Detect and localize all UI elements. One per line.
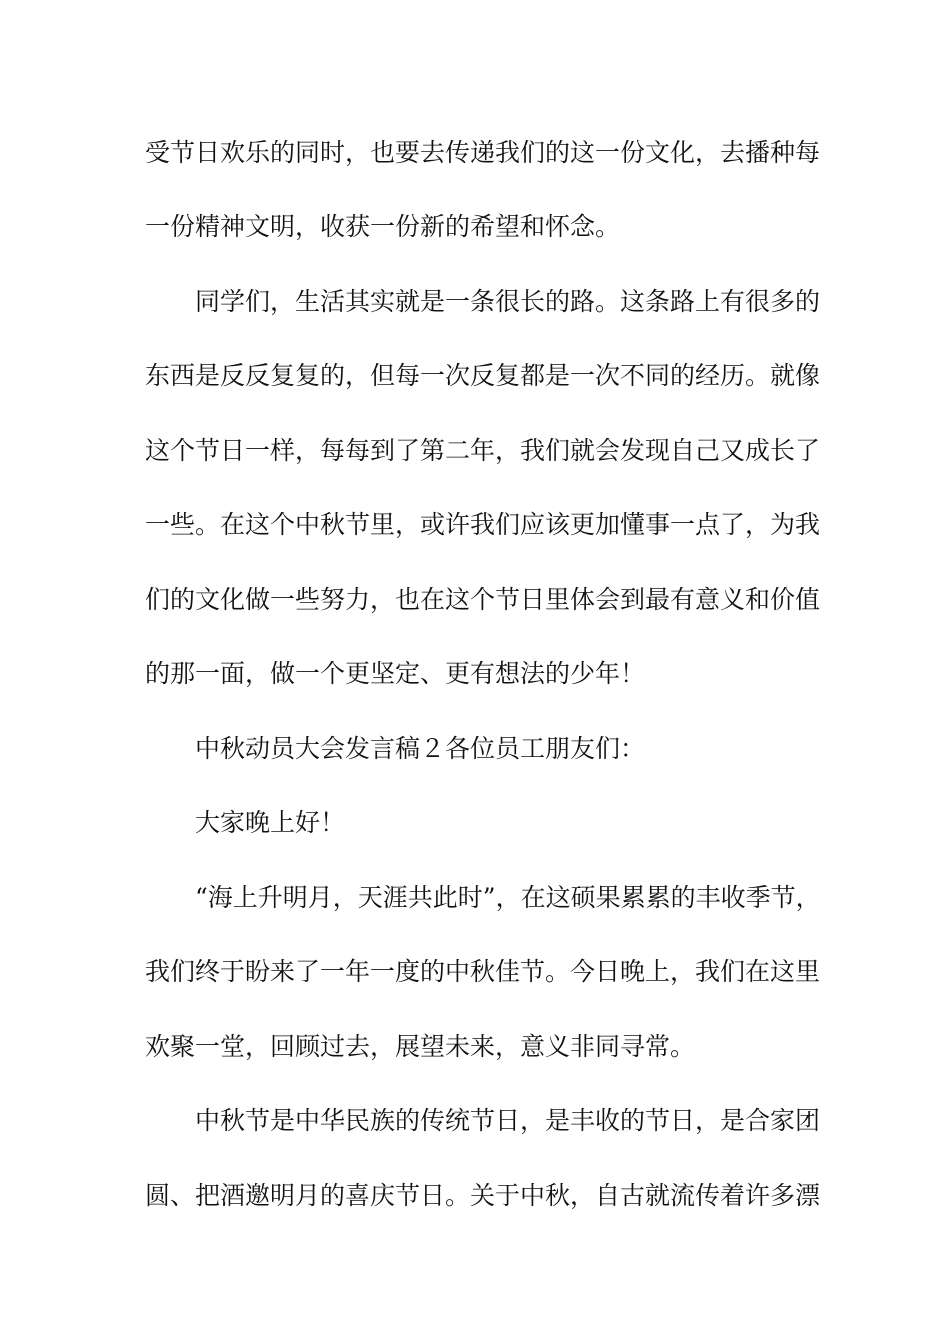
text-line: 的那一面，做一个更坚定、更有想法的少年！ xyxy=(145,659,646,688)
text-line: 这个节日一样，每每到了第二年，我们就会发现自己又成长了 xyxy=(145,436,821,465)
text-line: 欢聚一堂，回顾过去，展望未来，意义非同寻常。 xyxy=(145,1032,696,1061)
text-line: 东西是反反复复的，但每一次反复都是一次不同的经历。就像 xyxy=(145,361,821,390)
paragraph-start-line: 同学们，生活其实就是一条很长的路。这条路上有很多的 xyxy=(195,287,821,316)
paragraph-start-line: “海上升明月，天涯共此时”，在这硕果累累的丰收季节， xyxy=(195,883,821,912)
section-heading-line: 中秋动员大会发言稿２各位员工朋友们： xyxy=(195,734,646,763)
text-line: 我们终于盼来了一年一度的中秋佳节。今日晚上，我们在这里 xyxy=(145,957,821,986)
text-line: 圆、把酒邀明月的喜庆节日。关于中秋，自古就流传着许多漂 xyxy=(145,1181,821,1210)
greeting-line: 大家晚上好！ xyxy=(195,808,346,837)
paragraph-start-line: 中秋节是中华民族的传统节日，是丰收的节日，是合家团 xyxy=(195,1106,821,1135)
text-line: 受节日欢乐的同时，也要去传递我们的这一份文化，去播种每 xyxy=(145,138,821,167)
text-line: 一些。在这个中秋节里，或许我们应该更加懂事一点了，为我 xyxy=(145,510,821,539)
text-line: 一份精神文明，收获一份新的希望和怀念。 xyxy=(145,212,621,241)
text-line: 们的文化做一些努力，也在这个节日里体会到最有意义和价值 xyxy=(145,585,821,614)
